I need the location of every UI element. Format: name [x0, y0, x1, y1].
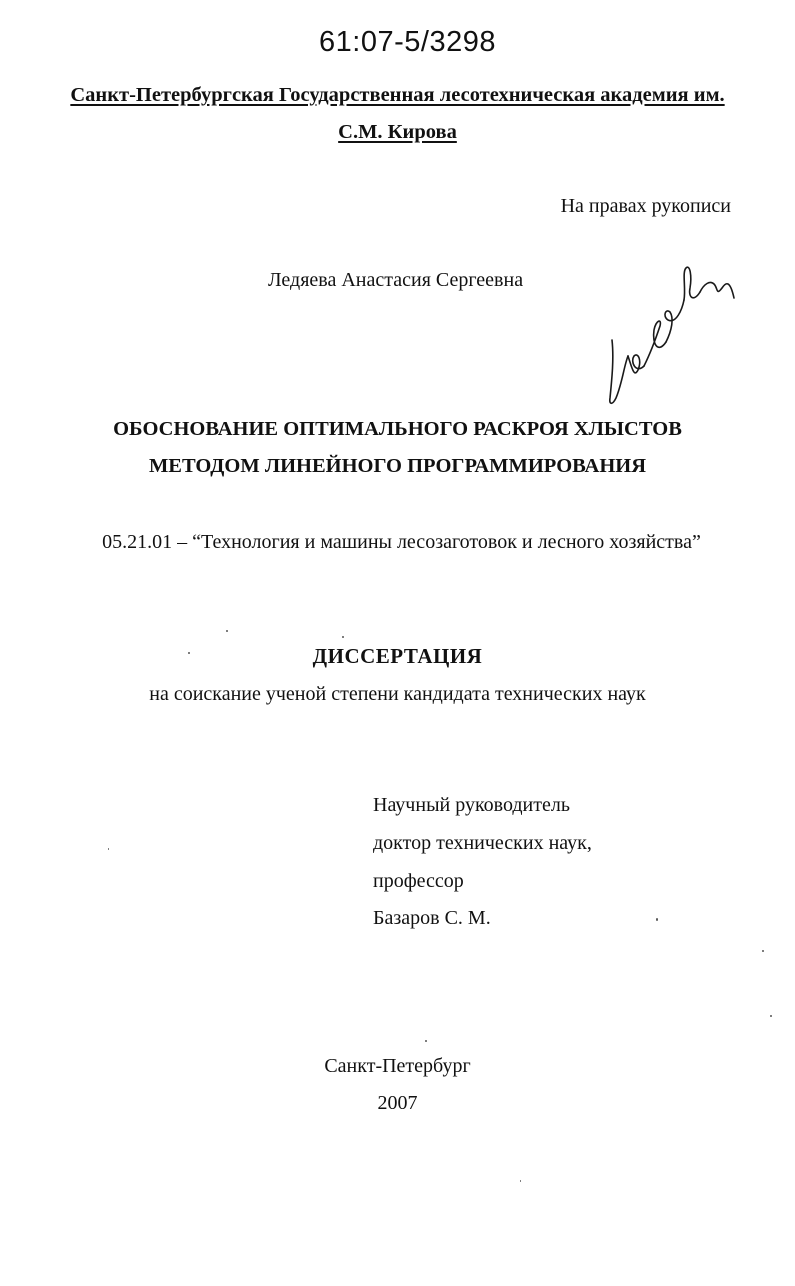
scan-speck [520, 1180, 521, 1182]
institution-line-1: Санкт-Петербургская Государственная лесотехническая академия им. [70, 84, 725, 106]
scan-speck [656, 918, 658, 921]
supervisor-role: Научный руководитель [373, 794, 570, 816]
dissertation-title-line-1: ОБОСНОВАНИЕ ОПТИМАЛЬНОГО РАСКРОЯ ХЛЫСТОВ [113, 418, 682, 440]
year: 2007 [377, 1092, 418, 1114]
institution-line-2: С.М. Кирова [338, 121, 457, 143]
scan-speck [762, 950, 764, 952]
dissertation-title-line-2: МЕТОДОМ ЛИНЕЙНОГО ПРОГРАММИРОВАНИЯ [148, 455, 647, 477]
city: Санкт-Петербург [324, 1055, 471, 1077]
supervisor-name: Базаров С. М. [373, 907, 491, 929]
manuscript-note: На правах рукописи [560, 195, 731, 217]
scan-speck [425, 1040, 427, 1042]
scan-speck [188, 652, 190, 654]
supervisor-rank: профессор [373, 870, 464, 892]
archive-stamp-code: 61:07-5/3298 [319, 26, 496, 58]
author-name: Ледяева Анастасия Сергеевна [268, 269, 524, 291]
supervisor-degree: доктор технических наук, [373, 832, 592, 854]
handwritten-signature [598, 258, 738, 410]
document-type-heading: ДИССЕРТАЦИЯ [312, 644, 483, 668]
degree-statement: на соискание ученой степени кандидата технических наук [149, 683, 646, 705]
scan-speck [342, 636, 344, 638]
specialty-code: 05.21.01 – “Технология и машины лесозаготовок и лесного хозяйства” [102, 531, 701, 553]
scan-speck [226, 630, 228, 632]
scan-speck [770, 1015, 772, 1017]
scan-speck [108, 848, 109, 850]
